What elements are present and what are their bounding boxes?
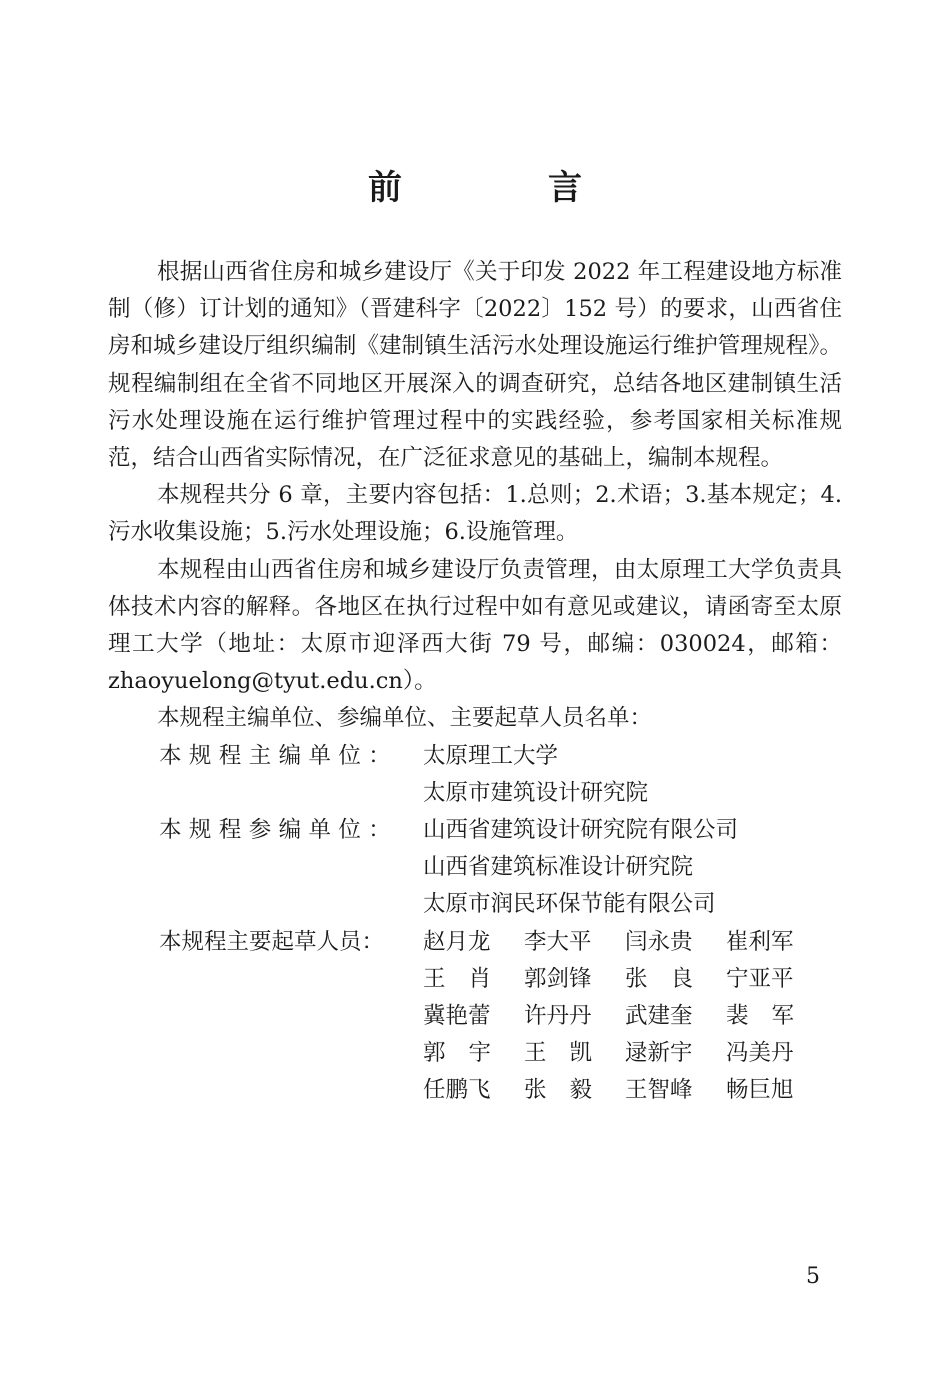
drafter-name: 王凯: [524, 1040, 616, 1067]
drafters-section: [108, 924, 842, 1110]
drafter-name: 赵月龙: [423, 928, 491, 955]
chief-units-label: 本规程主编单位：: [159, 742, 399, 769]
participating-unit: 山西省建筑标准设计研究院: [423, 854, 694, 881]
page-number: 5: [806, 1264, 820, 1289]
paragraph-list-intro: 本规程主编单位、参编单位、主要起草人员名单：: [157, 705, 653, 732]
participating-units-list: [423, 812, 842, 924]
drafter-name: 王肖: [423, 965, 515, 992]
participating-units-section: [108, 812, 842, 924]
drafter-name: 宁亚平: [726, 965, 794, 992]
drafter-name: 逯新宇: [625, 1040, 693, 1067]
paragraph-management: 本规程由山西省住房和城乡建设厅负责管理，由太原理工大学负责具体技术内容的解释。各地区在执行过程中如有意见或建议，请函寄至太原理工大学（地址：太原市迎泽西大街 79 号，邮编：030024，邮箱：zhaoyuelong@tyut.edu.cn）。: [108, 556, 842, 695]
drafter-name: 张毅: [524, 1077, 616, 1104]
drafter-name: 郭剑锋: [524, 965, 592, 992]
drafter-name: 裴军: [726, 1003, 818, 1030]
chief-unit: 太原理工大学: [423, 742, 559, 769]
drafter-name: 张良: [625, 965, 717, 992]
drafters-label: 本规程主要起草人员：: [159, 928, 385, 955]
document-body: [108, 254, 842, 1110]
drafter-name: 冯美丹: [726, 1040, 794, 1067]
chief-units-list: [423, 738, 842, 812]
chief-units-section: [108, 738, 842, 812]
page-title: 前 言: [368, 168, 638, 208]
drafter-name: 崔利军: [726, 928, 794, 955]
drafter-name: 冀艳蕾: [423, 1003, 491, 1030]
drafter-name: 许丹丹: [524, 1003, 592, 1030]
participating-unit: 山西省建筑设计研究院有限公司: [423, 817, 739, 844]
drafter-name: 郭宇: [423, 1040, 515, 1067]
participating-units-label: 本规程参编单位：: [159, 817, 399, 844]
drafter-name: 王智峰: [625, 1077, 693, 1104]
drafters-list: [423, 924, 842, 1110]
drafter-name: 闫永贵: [625, 928, 693, 955]
participating-unit: 太原市润民环保节能有限公司: [423, 891, 716, 918]
chief-unit: 太原市建筑设计研究院: [423, 779, 649, 806]
drafter-name: 任鹏飞: [423, 1077, 491, 1104]
drafter-name: 武建奎: [625, 1003, 693, 1030]
paragraph-contents: 本规程共分 6 章，主要内容包括：1.总则；2.术语；3.基本规定；4.污水收集设施；5.污水处理设施；6.设施管理。: [108, 482, 842, 546]
paragraph-basis: 根据山西省住房和城乡建设厅《关于印发 2022 年工程建设地方标准制（修）订计划的通知》（晋建科字〔2022〕152 号）的要求，山西省住房和城乡建设厅组织编制《建制镇生活污水处理设施运行维护管理规程》。规程编制组在全省不同地区开展深入的调查研究，总结各地区建制镇生活污水处理设施在运行维护管理过程中的实践经验，参考国家相关标准规范，结合山西省实际情况，在广泛征求意见的基础上，编制本规程。: [108, 259, 842, 472]
drafter-name: 畅巨旭: [726, 1077, 794, 1104]
drafter-name: 李大平: [524, 928, 592, 955]
